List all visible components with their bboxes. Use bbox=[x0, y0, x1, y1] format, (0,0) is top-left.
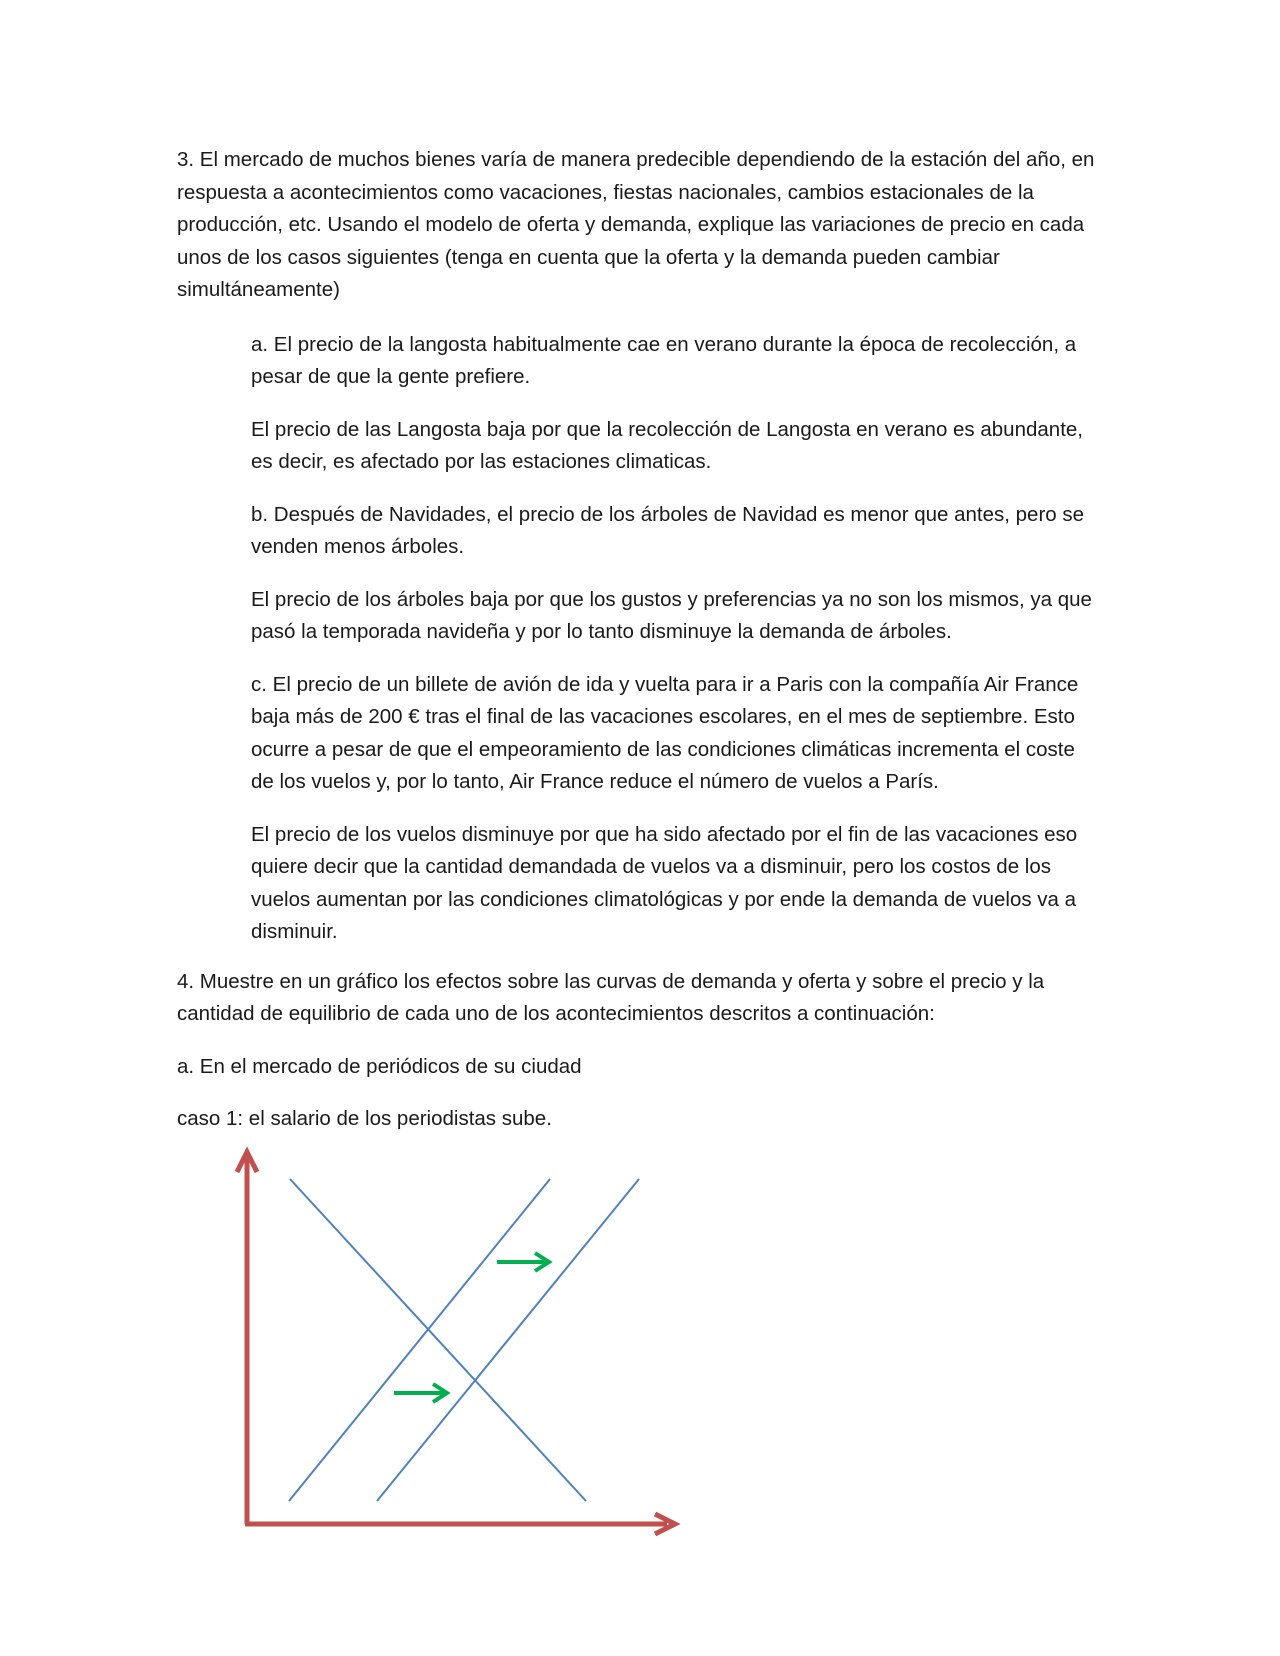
x-axis-arrowhead-icon bbox=[655, 1514, 675, 1534]
question-3-intro: 3. El mercado de muchos bienes varía de manera predecible dependiendo de la estación del año, en respuesta a acontecimientos como vacaciones, fiestas nacionales, cambios estacionales de la producción, etc. Usando el modelo de oferta y demanda, explique las variaciones de precio en cada unos de los casos siguientes (tenga en cuenta que la oferta y la demanda pueden cambiar simultáneamente) bbox=[177, 148, 1095, 301]
shift-arrow-lower-icon bbox=[394, 1384, 447, 1402]
shift-arrow-upper-icon bbox=[497, 1253, 549, 1271]
answer-3c-text: El precio de los vuelos disminuye por que ha sido afectado por el fin de las vacaciones eso quiere decir que la cantidad demandada de vuelos va a disminuir, pero los costos de los vuelos aumentan por las condiciones climatológicas y por ende la demanda de vuelos va a disminuir. bbox=[251, 822, 1078, 943]
supply-curve-original bbox=[289, 1179, 550, 1501]
question-3a-text: a. El precio de la langosta habitualmente cae en verano durante la época de recolección, a pesar de que la gente prefiere. bbox=[251, 332, 1077, 388]
question-3c-text: c. El precio de un billete de avión de ida y vuelta para ir a Paris con la compañía Air France baja más de 200 € tras el final de las vacaciones escolares, en el mes de septiembre. Esto ocurre a pesar de que el empeoramiento de las condiciones climáticas incrementa el coste de los vuelos y, por lo tanto, Air France reduce el número de vuelos a París. bbox=[251, 672, 1079, 793]
case-1-label: caso 1: el salario de los periodistas sube. bbox=[177, 1107, 552, 1130]
question-4-intro: 4. Muestre en un gráfico los efectos sobre las curvas de demanda y oferta y sobre el precio y la cantidad de equilibrio de cada uno de los acontecimientos descritos a continuación: bbox=[177, 969, 1045, 1025]
supply-curve-shifted bbox=[377, 1179, 639, 1501]
answer-3a-text: El precio de las Langosta baja por que la recolección de Langosta en verano es abundante, es decir, es afectado por las estaciones climaticas. bbox=[251, 417, 1083, 473]
y-axis-arrowhead-icon bbox=[237, 1152, 257, 1172]
answer-3b-text: El precio de los árboles baja por que los gustos y preferencias ya no son los mismos, ya que pasó la temporada navideña y por lo tanto disminuye la demanda de árboles. bbox=[251, 587, 1092, 643]
question-3b-text: b. Después de Navidades, el precio de los árboles de Navidad es menor que antes, pero se venden menos árboles. bbox=[251, 502, 1085, 558]
document-page bbox=[177, 144, 1107, 1136]
question-4a-label: a. En el mercado de periódicos de su ciudad bbox=[177, 1054, 582, 1078]
demand-curve bbox=[290, 1179, 586, 1501]
